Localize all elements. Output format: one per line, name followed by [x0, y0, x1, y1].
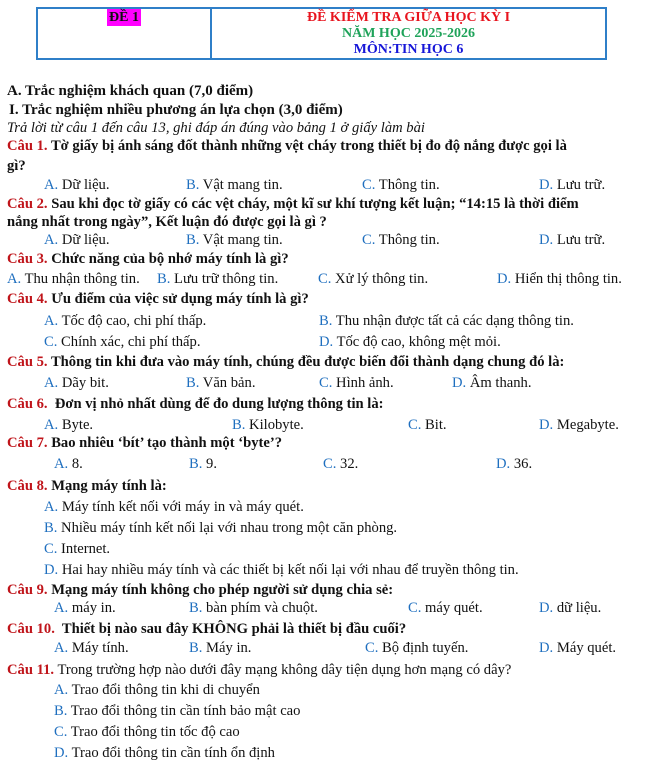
- option-9c[interactable]: C. máy quét.: [408, 600, 483, 616]
- option-11a[interactable]: A. Trao đổi thông tin khi di chuyển: [54, 682, 260, 698]
- option-11d[interactable]: D. Trao đổi thông tin cần tính ổn định: [54, 745, 275, 761]
- option-11c[interactable]: C. Trao đổi thông tin tốc độ cao: [54, 724, 240, 740]
- question-7: [7, 434, 282, 452]
- question-label: Câu 1.: [7, 138, 48, 154]
- option-9b[interactable]: B. bàn phím và chuột.: [189, 600, 318, 616]
- option-10b[interactable]: B. Máy in.: [189, 640, 252, 656]
- option-10d[interactable]: D. Máy quét.: [539, 640, 617, 656]
- question-label: Câu 5.: [7, 354, 48, 370]
- option-1d[interactable]: D. Lưu trữ.: [539, 177, 606, 193]
- question-text: Chức năng của bộ nhớ máy tính là gì?: [51, 251, 289, 267]
- question-label: Câu 11.: [7, 662, 55, 678]
- question-text: Sau khi đọc tờ giấy có các vệt cháy, một kĩ sư khí tượng kết luận; “14:15 là thời điểm: [51, 196, 579, 212]
- question-text: Trong trường hợp nào dưới đây mạng không dây tiện dụng hơn mạng có dây?: [57, 662, 512, 678]
- question-10: [7, 620, 406, 638]
- option-5b[interactable]: B. Văn bản.: [186, 375, 256, 391]
- option-1b[interactable]: B. Vật mang tin.: [186, 177, 283, 193]
- subject: MÔN:TIN HỌC 6: [353, 42, 464, 57]
- question-5: [7, 353, 564, 371]
- option-8d[interactable]: D. Hai hay nhiều máy tính và các thiết bị kết nối lại với nhau để truyền thông tin.: [44, 562, 519, 578]
- question-3: [7, 250, 289, 268]
- question-text: Ưu điểm của việc sử dụng máy tính là gì?: [51, 291, 309, 307]
- exam-code-badge: ĐỀ 1: [109, 10, 139, 25]
- option-6a[interactable]: A. Byte.: [44, 417, 94, 433]
- option-7c[interactable]: C. 32.: [323, 456, 359, 472]
- question-2: [7, 195, 579, 213]
- option-7d[interactable]: D. 36.: [496, 456, 533, 472]
- option-4c[interactable]: C. Chính xác, chi phí thấp.: [44, 334, 201, 350]
- question-11: [7, 661, 511, 679]
- option-8b[interactable]: B. Nhiều máy tính kết nối lại với nhau trong một căn phòng.: [44, 520, 398, 536]
- option-4b[interactable]: B. Thu nhận được tất cả các dạng thông tin.: [319, 313, 574, 329]
- question-label: Câu 2.: [7, 196, 48, 212]
- option-9d[interactable]: D. dữ liệu.: [539, 600, 602, 616]
- option-10c[interactable]: C. Bộ định tuyến.: [365, 640, 469, 656]
- question-label: Câu 3.: [7, 251, 48, 267]
- school-year: NĂM HỌC 2025-2026: [342, 26, 475, 41]
- question-2-line2: nắng nhất trong ngày”, Kết luận đó được gọi là gì ?: [7, 214, 327, 230]
- option-8a[interactable]: A. Máy tính kết nối với máy in và máy quét.: [44, 499, 304, 515]
- question-4: [7, 290, 309, 308]
- option-11b[interactable]: B. Trao đổi thông tin cần tính bảo mật cao: [54, 703, 301, 719]
- question-text: Mạng máy tính là:: [51, 478, 167, 494]
- question-9: [7, 581, 393, 599]
- option-5c[interactable]: C. Hình ảnh.: [319, 375, 394, 391]
- question-text: Bao nhiêu ‘bít’ tạo thành một ‘byte’?: [51, 435, 283, 451]
- question-6: [7, 395, 384, 413]
- instruction: Trả lời từ câu 1 đến câu 13, ghi đáp án đúng vào bảng 1 ở giấy làm bài: [7, 120, 425, 136]
- option-3d[interactable]: D. Hiển thị thông tin.: [497, 271, 622, 287]
- question-1: [7, 137, 567, 155]
- option-2d[interactable]: D. Lưu trữ.: [539, 232, 606, 248]
- option-6c[interactable]: C. Bit.: [408, 417, 447, 433]
- question-text: Thiết bị nào sau đây KHÔNG phải là thiết bị đầu cuối?: [61, 621, 407, 637]
- option-9a[interactable]: A. máy in.: [54, 600, 116, 616]
- question-label: Câu 8.: [7, 478, 48, 494]
- question-text: Đơn vị nhỏ nhất dùng để đo dung lượng thông tin là:: [54, 396, 384, 412]
- exam-title: ĐỀ KIỂM TRA GIỮA HỌC KỲ I: [306, 10, 511, 25]
- option-10a[interactable]: A. Máy tính.: [54, 640, 129, 656]
- option-4d[interactable]: D. Tốc độ cao, không mệt mỏi.: [319, 334, 501, 350]
- option-5d[interactable]: D. Âm thanh.: [452, 375, 532, 391]
- option-3c[interactable]: C. Xử lý thông tin.: [318, 271, 429, 287]
- option-2b[interactable]: B. Vật mang tin.: [186, 232, 283, 248]
- question-text: Tờ giấy bị ánh sáng đốt thành những vệt cháy trong thiết bị đo độ nắng được gọi là: [50, 138, 567, 154]
- exam-header-table: [36, 7, 607, 60]
- option-2c[interactable]: C. Thông tin.: [362, 232, 440, 248]
- question-label: Câu 6.: [7, 396, 48, 412]
- question-text: Mạng máy tính không cho phép người sử dụng chia sẻ:: [51, 582, 394, 598]
- option-4a[interactable]: A. Tốc độ cao, chi phí thấp.: [44, 313, 207, 329]
- option-1a[interactable]: A. Dữ liệu.: [44, 177, 110, 193]
- question-1-line2: gì?: [7, 158, 26, 174]
- section-a-heading: A. Trắc nghiệm khách quan (7,0 điểm): [7, 83, 254, 99]
- option-8c[interactable]: C. Internet.: [44, 541, 111, 557]
- question-label: Câu 7.: [7, 435, 48, 451]
- question-label: Câu 10.: [7, 621, 55, 637]
- question-label: Câu 9.: [7, 582, 48, 598]
- option-7b[interactable]: B. 9.: [189, 456, 217, 472]
- exam-code-cell: [38, 9, 212, 58]
- option-2a[interactable]: A. Dữ liệu.: [44, 232, 110, 248]
- option-7a[interactable]: A. 8.: [54, 456, 83, 472]
- option-3b[interactable]: B. Lưu trữ thông tin.: [157, 271, 279, 287]
- option-5a[interactable]: A. Dãy bit.: [44, 375, 109, 391]
- option-1c[interactable]: C. Thông tin.: [362, 177, 440, 193]
- question-8: [7, 477, 167, 495]
- exam-title-cell: [212, 9, 605, 58]
- section-i-heading: I. Trắc nghiệm nhiều phương án lựa chọn (3,0 điểm): [9, 102, 343, 118]
- option-6d[interactable]: D. Megabyte.: [539, 417, 619, 433]
- question-label: Câu 4.: [7, 291, 48, 307]
- option-3a[interactable]: A. Thu nhận thông tin.: [7, 271, 140, 287]
- question-text: Thông tin khi đưa vào máy tính, chúng đều được biến đổi thành dạng chung đó là:: [50, 354, 565, 370]
- option-6b[interactable]: B. Kilobyte.: [232, 417, 304, 433]
